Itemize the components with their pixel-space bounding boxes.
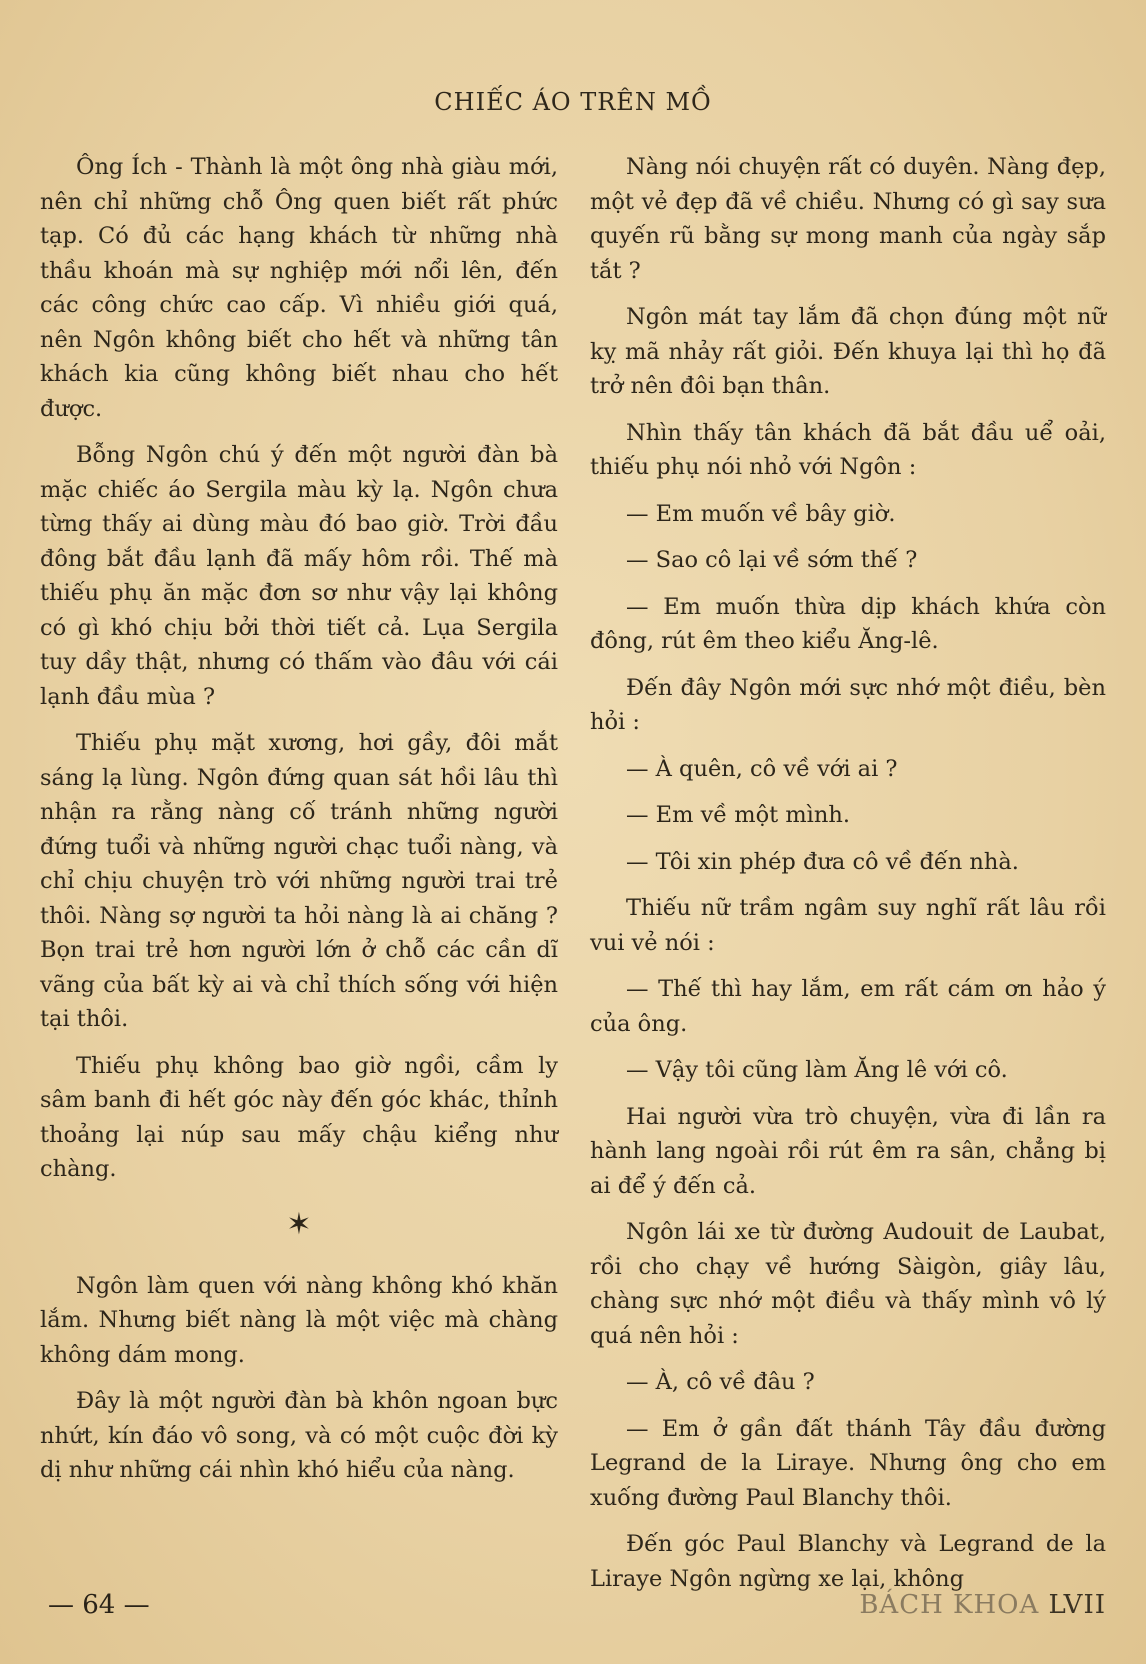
section-separator-icon: ✶ [286,1206,312,1242]
left-column [40,150,558,1500]
paragraph: Ngôn mát tay lắm đã chọn đúng một nữ kỵ mã nhảy rất giỏi. Đến khuya lại thì họ đã trở nên đôi bạn thân. [590,304,1106,399]
page-title: CHIẾC ÁO TRÊN MỒ [434,88,712,116]
dialogue-line: — À, cô về đâu ? [626,1369,815,1395]
dialogue-line: — Em ở gần đất thánh Tây đầu đường Legrand de la Liraye. Nhưng ông cho em xuống đường Paul Blanchy thôi. [590,1415,1106,1511]
dialogue-line: — Thế thì hay lắm, em rất cám ơn hảo ý của ông. [590,976,1106,1037]
paragraph: Đây là một người đàn bà khôn ngoan bực nhứt, kín đáo vô song, và có một cuộc đời kỳ dị như những cái nhìn khó hiểu của nàng. [40,1388,558,1483]
dialogue-line: — Tôi xin phép đưa cô về đến nhà. [626,848,1019,875]
right-column [590,150,1106,1608]
dialogue-line: — Em về một mình. [626,802,851,828]
paragraph: Thiếu nữ trầm ngâm suy nghĩ rất lâu rồi vui vẻ nói : [590,895,1106,956]
dialogue-line: — Em muốn thừa dịp khách khứa còn đông, rút êm theo kiểu Ăng-lê. [590,593,1106,654]
dialogue-line: — À quên, cô về với ai ? [626,755,898,782]
page-number: — 64 — [48,1590,150,1620]
paragraph: Nhìn thấy tân khách đã bắt đầu uể oải, thiếu phụ nói nhỏ với Ngôn : [590,419,1106,480]
paragraph: Hai người vừa trò chuyện, vừa đi lần ra hành lang ngoài rồi rút êm ra sân, chẳng bị ai để ý đến cả. [590,1103,1106,1199]
dialogue-line: — Em muốn về bây giờ. [626,500,896,527]
paragraph: Thiếu phụ mặt xương, hơi gầy, đôi mắt sáng lạ lùng. Ngôn đứng quan sát hồi lâu thì nhận ra rằng nàng cố tránh những người đứng tuổi và những người chạc tuổi nàng, và chỉ chịu chuyện trò với những người trai trẻ thôi. Nàng sợ người ta hỏi nàng là ai chăng ? Bọn trai trẻ hơn người lớn ở chỗ các cần dĩ vãng của bất kỳ ai và chỉ thích sống với hiện tại thôi. [40,730,558,1032]
paragraph: Ngôn làm quen với nàng không khó khăn lắm. Nhưng biết nàng là một việc mà chàng không dám mong. [40,1272,558,1368]
paragraph: Ngôn lái xe từ đường Audouit de Laubat, rồi cho chạy về hướng Sàigòn, giây lâu, chàng sực nhớ một điều và thấy mình vô lý quá nên hỏi : [590,1219,1106,1349]
dialogue-line: — Sao cô lại về sớm thế ? [626,547,918,573]
paragraph: Nàng nói chuyện rất có duyên. Nàng đẹp, một vẻ đẹp đã về chiều. Nhưng có gì say sưa quyến rũ bằng sự mong manh của ngày sắp tắt ? [590,154,1106,284]
dialogue-line: — Vậy tôi cũng làm Ăng lê với cô. [626,1057,1008,1083]
paragraph: Ông Ích - Thành là một ông nhà giàu mới, nên chỉ những chỗ Ông quen biết rất phức tạp. Có đủ các hạng khách từ những nhà thầu khoán mà sự nghiệp mới nổi lên, đến các công chức cao cấp. Vì nhiều giới quá, nên Ngôn không biết cho hết và những tân khách kia cũng không biết nhau cho hết được. [40,154,558,422]
journal-footer [859,1590,1106,1620]
paragraph: Đến đây Ngôn mới sực nhớ một điều, bèn hỏi : [590,674,1106,735]
journal-issue: LVII [1048,1590,1106,1620]
paragraph: Bỗng Ngôn chú ý đến một người đàn bà mặc chiếc áo Sergila màu kỳ lạ. Ngôn chưa từng thấy ai dùng màu đó bao giờ. Trời đầu đông bắt đầu lạnh đã mấy hôm rồi. Thế mà thiếu phụ ăn mặc đơn sơ như vậy lại không có gì khó chịu bởi thời tiết cả. Lụa Sergila tuy dầy thật, nhưng có thấm vào đâu với cái lạnh đầu mùa ? [40,442,558,710]
journal-name: BÁCH KHOA [859,1590,1040,1620]
paragraph: Đến góc Paul Blanchy và Legrand de la Liraye Ngôn ngừng xe lại, không [590,1531,1106,1592]
paragraph: Thiếu phụ không bao giờ ngồi, cầm ly sâm banh đi hết góc này đến góc khác, thỉnh thoảng lại núp sau mấy chậu kiểng như chàng. [40,1052,558,1182]
